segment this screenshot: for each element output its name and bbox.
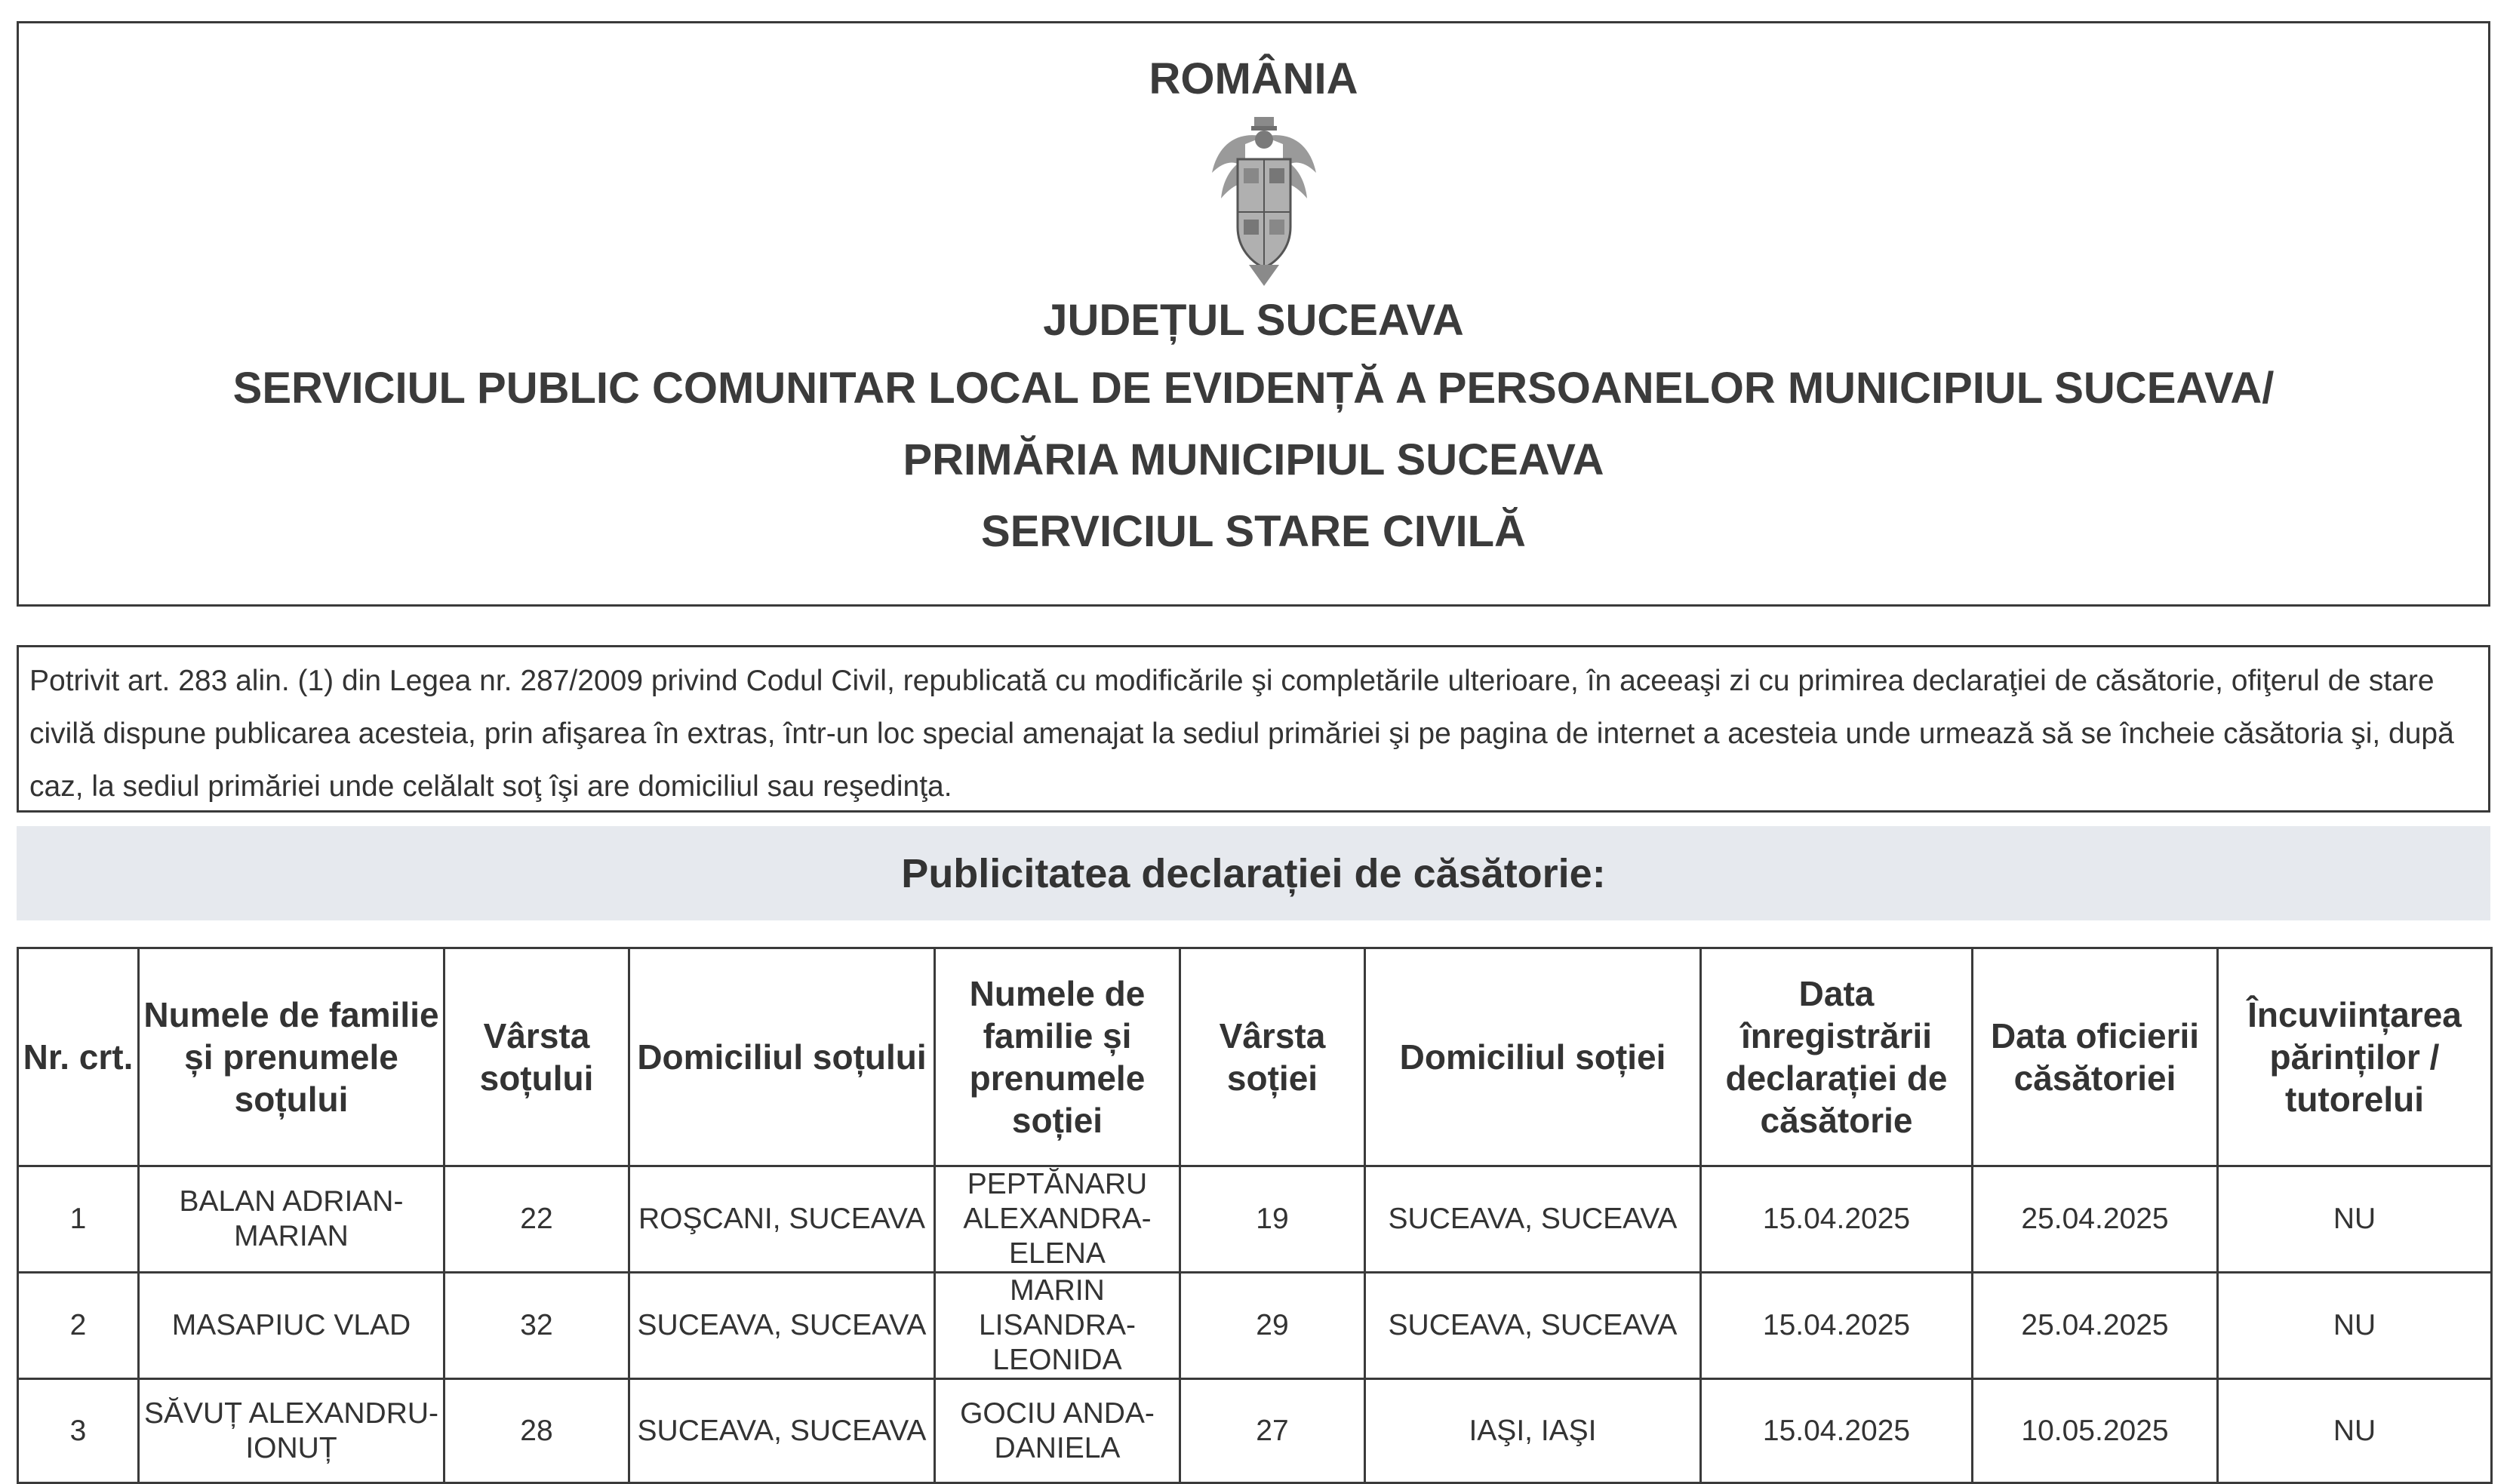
column-header: Domiciliul soției (1365, 948, 1701, 1166)
service-title: SERVICIUL PUBLIC COMUNITAR LOCAL DE EVIDENȚĂ A PERSOANELOR MUNICIPIUL SUCEAVA/ (232, 364, 2275, 413)
column-header: Numele de familie și prenumele soției (935, 948, 1180, 1166)
table-cell: NU (2218, 1379, 2492, 1483)
table-row (18, 1379, 2492, 1483)
marriage-declarations-table (17, 947, 2493, 1484)
section-banner (17, 826, 2490, 920)
table-cell: NU (2218, 1273, 2492, 1379)
table-cell: 2 (18, 1273, 139, 1379)
table-cell: 10.05.2025 (1973, 1379, 2218, 1483)
table-row (18, 1273, 2492, 1379)
table-cell: SUCEAVA, SUCEAVA (1365, 1273, 1701, 1379)
legal-notice: Potrivit art. 283 alin. (1) din Legea nr. 287/2009 privind Codul Civil, republicată cu modificările şi completările ulterioare, în aceeaşi zi cu primirea declaraţiei de căsătorie, ofiţerul de stare civilă dispune publicarea acesteia, prin afişarea în extras, într-un loc special amenajat la sediul primăriei şi pe pagina de internet a acesteia unde urmează să se încheie căsătoria şi, după caz, la sediul primăriei unde celălalt soţ îşi are domiciliul sau reşedinţa. (17, 645, 2490, 813)
header-box (17, 21, 2490, 607)
table-cell: NU (2218, 1166, 2492, 1273)
table-cell: MASAPIUC VLAD (139, 1273, 444, 1379)
table-cell: BALAN ADRIAN-MARIAN (139, 1166, 444, 1273)
romania-coat-of-arms-icon (1207, 114, 1321, 287)
column-header: Vârsta soției (1180, 948, 1365, 1166)
table-cell: GOCIU ANDA-DANIELA (935, 1379, 1180, 1483)
table-cell: 32 (444, 1273, 629, 1379)
column-header: Data oficierii căsătoriei (1973, 948, 2218, 1166)
table-cell: 15.04.2025 (1701, 1379, 1973, 1483)
table-cell: SUCEAVA, SUCEAVA (629, 1379, 935, 1483)
table-cell: SĂVUȚ ALEXANDRU-IONUȚ (139, 1379, 444, 1483)
table-cell: IAŞI, IAŞI (1365, 1379, 1701, 1483)
table-cell: 3 (18, 1379, 139, 1483)
column-header: Încuviințarea părinților / tutorelui (2218, 948, 2492, 1166)
table-cell: 28 (444, 1379, 629, 1483)
table-cell: SUCEAVA, SUCEAVA (629, 1273, 935, 1379)
table-cell: 15.04.2025 (1701, 1273, 1973, 1379)
column-header: Nr. crt. (18, 948, 139, 1166)
column-header: Domiciliul soțului (629, 948, 935, 1166)
column-header: Data înregistrării declarației de căsătorie (1701, 948, 1973, 1166)
table-cell: 25.04.2025 (1973, 1273, 2218, 1379)
primaria-title: PRIMĂRIA MUNICIPIUL SUCEAVA (903, 435, 1604, 484)
section-title: Publicitatea declarației de căsătorie: (901, 851, 1606, 896)
table-cell: PEPTĂNARU ALEXANDRA-ELENA (935, 1166, 1180, 1273)
department-title: SERVICIUL STARE CIVILĂ (981, 507, 1526, 556)
table-header-row (18, 948, 2492, 1166)
table-row (18, 1166, 2492, 1273)
table-cell: 22 (444, 1166, 629, 1273)
table-cell: ROŞCANI, SUCEAVA (629, 1166, 935, 1273)
country-title: ROMÂNIA (1149, 54, 1358, 103)
column-header: Numele de familie și prenumele soțului (139, 948, 444, 1166)
table-cell: SUCEAVA, SUCEAVA (1365, 1166, 1701, 1273)
table-cell: 1 (18, 1166, 139, 1273)
column-header: Vârsta soțului (444, 948, 629, 1166)
table-cell: 27 (1180, 1379, 1365, 1483)
table-cell: 15.04.2025 (1701, 1166, 1973, 1273)
county-title: JUDEȚUL SUCEAVA (1043, 296, 1464, 345)
table-cell: 25.04.2025 (1973, 1166, 2218, 1273)
table-cell: 19 (1180, 1166, 1365, 1273)
table-cell: MARIN LISANDRA-LEONIDA (935, 1273, 1180, 1379)
table-cell: 29 (1180, 1273, 1365, 1379)
